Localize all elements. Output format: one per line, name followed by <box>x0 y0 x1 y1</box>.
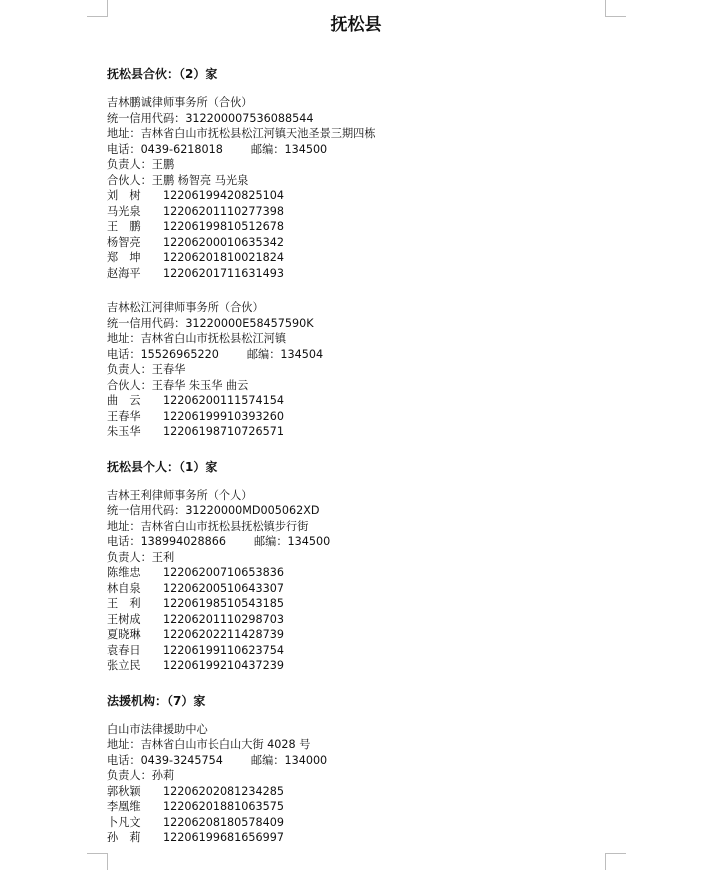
lawyer-name: 王 利 <box>107 597 141 610</box>
lawyer-row <box>107 658 607 674</box>
lawyer-name: 袁春日 <box>107 643 141 657</box>
lawyer-name: 林自泉 <box>107 581 141 595</box>
firm-credit-code: 统一信用代码：31220000MD005062XD <box>107 504 320 517</box>
page-corner-mark <box>87 853 108 870</box>
firm-name: 白山市法律援助中心 <box>107 722 208 736</box>
lawyer-name: 卜凡文 <box>107 815 141 829</box>
firm-contact <box>107 142 607 158</box>
lawyer-name: 刘 树 <box>107 189 141 202</box>
lawyer-name: 郭秋颖 <box>107 784 141 798</box>
lawyer-row <box>107 643 607 659</box>
section-heading: 抚松县个人：（1）家 <box>107 459 218 474</box>
section-heading: 法援机构：（7）家 <box>107 693 206 708</box>
lawyer-license-number: 12206200010635342 <box>163 235 285 249</box>
firm-postcode: 邮编：134500 <box>250 142 328 156</box>
lawyer-name: 孙 莉 <box>107 831 141 844</box>
lawyer-row <box>107 188 607 204</box>
lawyer-row <box>107 266 607 282</box>
lawyer-row <box>107 250 607 266</box>
lawyer-row <box>107 627 607 643</box>
lawyer-name: 赵海平 <box>107 266 141 280</box>
lawyer-license-number: 12206200111574154 <box>163 394 285 407</box>
section-heading: 抚松县合伙：（2）家 <box>107 67 218 81</box>
page-corner-mark <box>605 853 626 870</box>
lawyer-row <box>107 830 607 846</box>
lawyer-name: 杨智亮 <box>107 235 141 249</box>
lawyer-row <box>107 596 607 612</box>
lawyer-name: 夏晓琳 <box>107 628 141 641</box>
lawyer-row <box>107 235 607 251</box>
firm-entry <box>107 300 607 440</box>
lawyer-name: 朱玉华 <box>107 425 141 438</box>
lawyer-license-number: 12206200710653836 <box>163 566 285 579</box>
lawyer-license-number: 12206202211428739 <box>163 628 285 641</box>
firm-entry <box>107 722 607 846</box>
firm-phone: 电话：138994028866 <box>107 535 226 548</box>
lawyer-license-number: 12206201881063575 <box>163 800 285 813</box>
firm-address: 地址：吉林省白山市长白山大街 4028 号 <box>107 738 311 751</box>
section <box>107 693 607 846</box>
lawyer-name: 陈维忠 <box>107 566 141 579</box>
lawyer-row <box>107 204 607 220</box>
lawyer-name: 马光泉 <box>107 204 141 218</box>
lawyer-name: 王春华 <box>107 409 141 423</box>
lawyer-row <box>107 799 607 815</box>
firm-name: 吉林鹏诚律师事务所（合伙） <box>107 96 253 109</box>
firm-entry <box>107 488 607 674</box>
lawyer-name: 张立民 <box>107 659 141 672</box>
firm-postcode: 邮编：134000 <box>250 753 328 767</box>
firm-postcode: 邮编：134504 <box>246 347 324 361</box>
lawyer-license-number: 12206199681656997 <box>163 831 285 844</box>
firm-name: 吉林松江河律师事务所（合伙） <box>107 301 264 314</box>
firm-phone: 电话：0439-3245754 <box>107 753 223 767</box>
lawyer-license-number: 12206201810021824 <box>163 251 285 264</box>
section <box>107 66 607 440</box>
lawyer-name: 李凰维 <box>107 800 141 813</box>
lawyer-name: 曲 云 <box>107 394 141 407</box>
firm-partners: 合伙人：王春华 朱玉华 曲云 <box>107 378 249 392</box>
document-title: 抚松县 <box>330 15 382 35</box>
lawyer-license-number: 12206208180578409 <box>163 815 285 829</box>
firm-name: 吉林王利律师事务所（个人） <box>107 488 253 502</box>
firm-phone: 电话：0439-6218018 <box>107 142 223 156</box>
firm-head: 负责人：王鹏 <box>107 158 175 171</box>
firm-contact <box>107 753 607 769</box>
lawyer-license-number: 12206202081234285 <box>163 784 285 798</box>
lawyer-row <box>107 393 607 409</box>
section <box>107 459 607 674</box>
firm-address: 地址：吉林省白山市抚松县松江河镇 <box>107 332 287 345</box>
firm-postcode: 邮编：134500 <box>253 535 331 548</box>
lawyer-license-number: 12206200510643307 <box>163 581 285 595</box>
lawyer-license-number: 12206198510543185 <box>163 597 285 610</box>
lawyer-license-number: 12206199420825104 <box>163 189 285 202</box>
firm-partners: 合伙人：王鹏 杨智亮 马光泉 <box>107 173 249 187</box>
firm-credit-code: 统一信用代码：31220000E58457590K <box>107 316 314 330</box>
lawyer-license-number: 12206201110277398 <box>163 204 285 218</box>
lawyer-license-number: 12206198710726571 <box>163 425 285 438</box>
firm-contact <box>107 534 607 550</box>
lawyer-row <box>107 784 607 800</box>
lawyer-license-number: 12206199810512678 <box>163 220 285 233</box>
lawyer-name: 郑 坤 <box>107 251 141 264</box>
firm-contact <box>107 347 607 363</box>
lawyer-license-number: 12206199210437239 <box>163 659 285 672</box>
lawyer-row <box>107 565 607 581</box>
lawyer-row <box>107 612 607 628</box>
firm-entry <box>107 95 607 281</box>
lawyer-license-number: 12206201711631493 <box>163 266 285 280</box>
lawyer-row <box>107 409 607 425</box>
lawyer-license-number: 12206199910393260 <box>163 409 285 423</box>
firm-head: 负责人：孙莉 <box>107 769 175 782</box>
firm-credit-code: 统一信用代码：31220000753608854​4 <box>107 111 314 125</box>
document-body <box>107 66 607 865</box>
firm-address: 地址：吉林省白山市抚松县松江河镇天池圣景三期四栋 <box>107 127 376 140</box>
lawyer-row <box>107 581 607 597</box>
lawyer-license-number: 12206201110298703 <box>163 612 285 626</box>
lawyer-row <box>107 219 607 235</box>
lawyer-license-number: 12206199110623754 <box>163 643 285 657</box>
lawyer-name: 王树成 <box>107 612 141 626</box>
lawyer-name: 王 鹏 <box>107 220 141 233</box>
lawyer-row <box>107 815 607 831</box>
firm-address: 地址：吉林省白山市抚松县抚松镇步行街 <box>107 519 309 533</box>
lawyer-row <box>107 424 607 440</box>
firm-head: 负责人：王利 <box>107 550 175 564</box>
firm-phone: 电话：15526965220 <box>107 347 219 361</box>
firm-head: 负责人：王春华 <box>107 363 186 376</box>
